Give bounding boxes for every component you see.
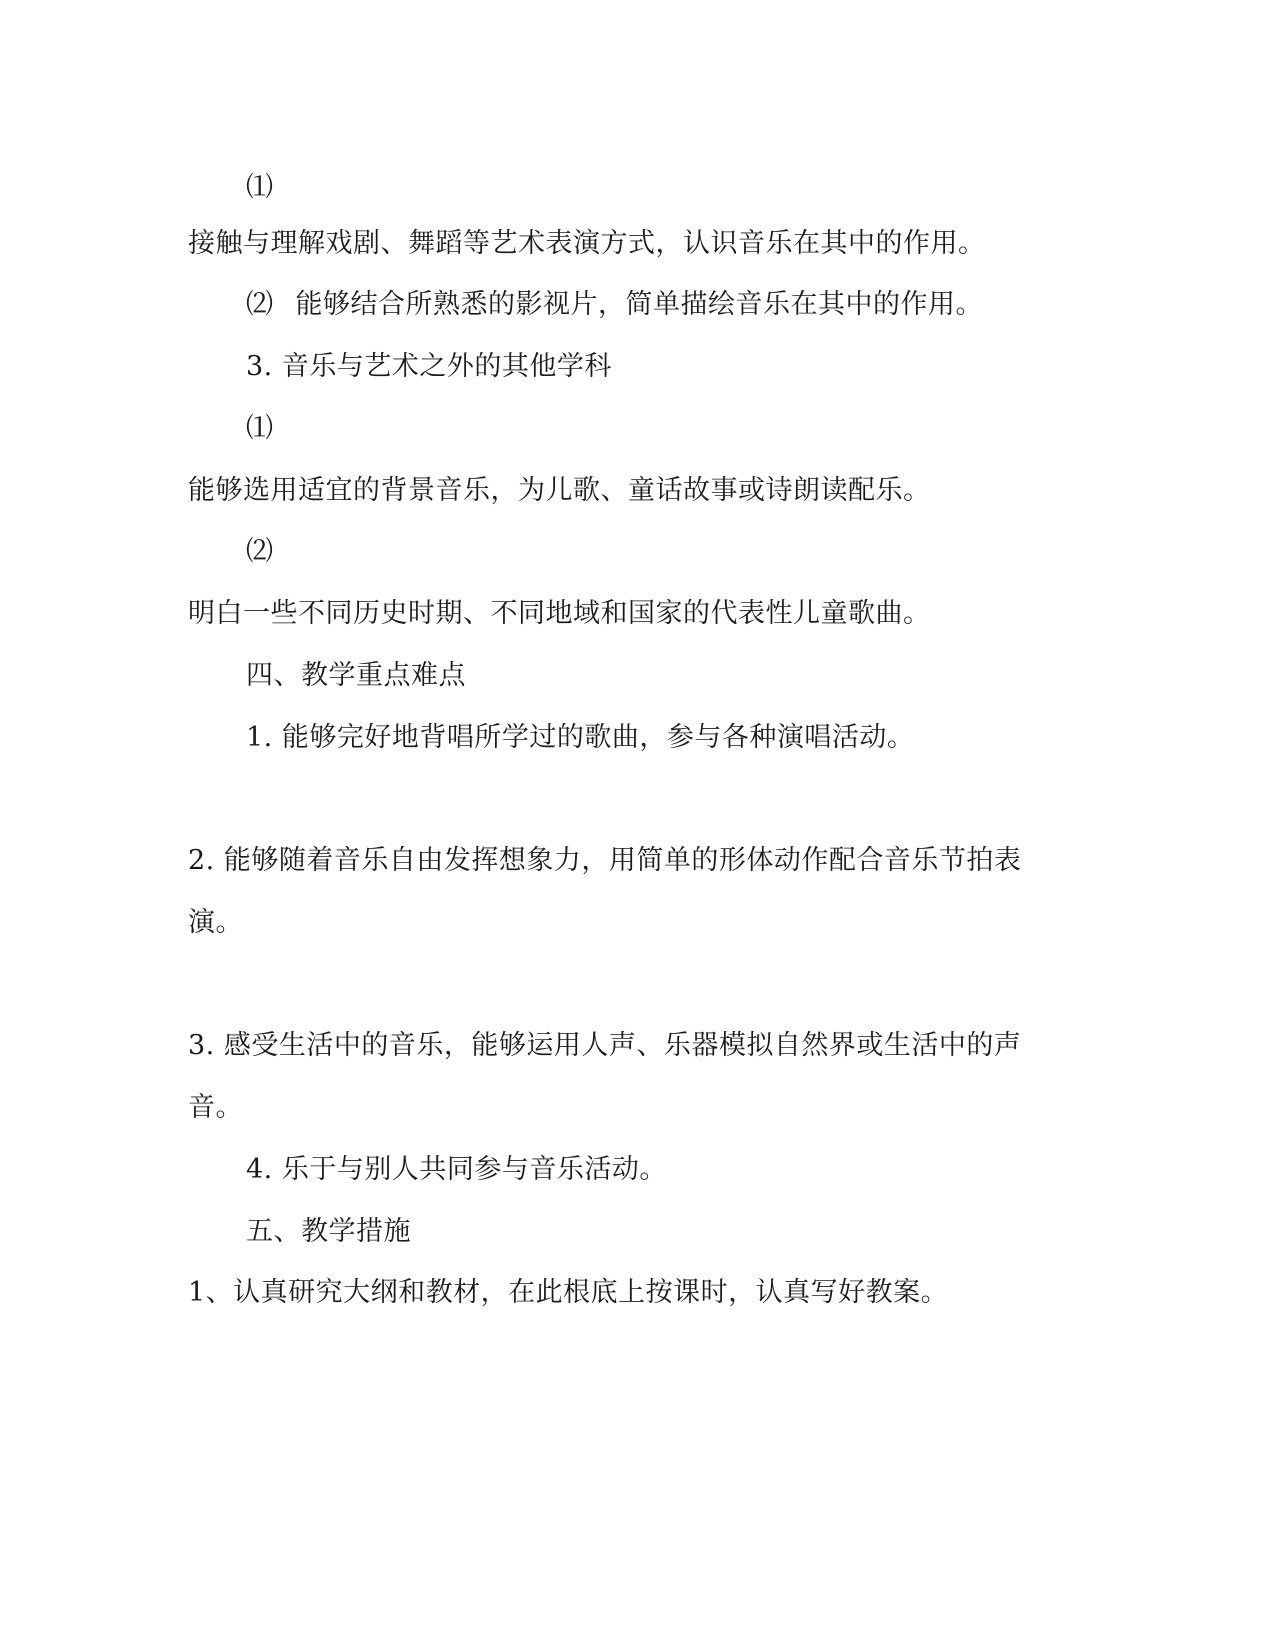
paragraph-text: 能够结合所熟悉的影视片，简单描绘音乐在其中的作用。 <box>295 289 983 320</box>
section-heading: 四、教学重点难点 <box>246 660 466 691</box>
section-heading: 五、教学措施 <box>246 1216 411 1247</box>
item-marker-1: ⑴ <box>246 172 274 203</box>
paragraph-line: 接触与理解戏剧、舞蹈等艺术表演方式，认识音乐在其中的作用。 <box>188 228 986 259</box>
paragraph-line: 明白一些不同历史时期、不同地域和国家的代表性儿童歌曲。 <box>188 598 931 629</box>
paragraph-line: 1、认真研究大纲和教材，在此根底上按课时，认真写好教案。 <box>188 1277 949 1308</box>
paragraph-line: 4. 乐于与别人共同参与音乐活动。 <box>246 1154 667 1185</box>
item-marker-1: ⑴ <box>246 413 274 444</box>
item-marker-2: ⑵ <box>246 289 274 320</box>
item-marker-2: ⑵ <box>246 536 274 567</box>
paragraph-line: 3. 感受生活中的音乐，能够运用人声、乐器模拟自然界或生活中的声 <box>188 1030 1022 1061</box>
paragraph-line: 能够选用适宜的背景音乐，为儿歌、童话故事或诗朗读配乐。 <box>188 475 931 506</box>
paragraph-line: 1. 能够完好地背唱所学过的歌曲，参与各种演唱活动。 <box>246 722 915 753</box>
paragraph-line: 音。 <box>188 1092 243 1123</box>
paragraph-line <box>246 288 1126 322</box>
paragraph-line: 2. 能够随着音乐自由发挥想象力，用简单的形体动作配合音乐节拍表 <box>188 845 1022 876</box>
section-heading: 3. 音乐与艺术之外的其他学科 <box>246 351 612 382</box>
paragraph-line: 演。 <box>188 907 243 938</box>
